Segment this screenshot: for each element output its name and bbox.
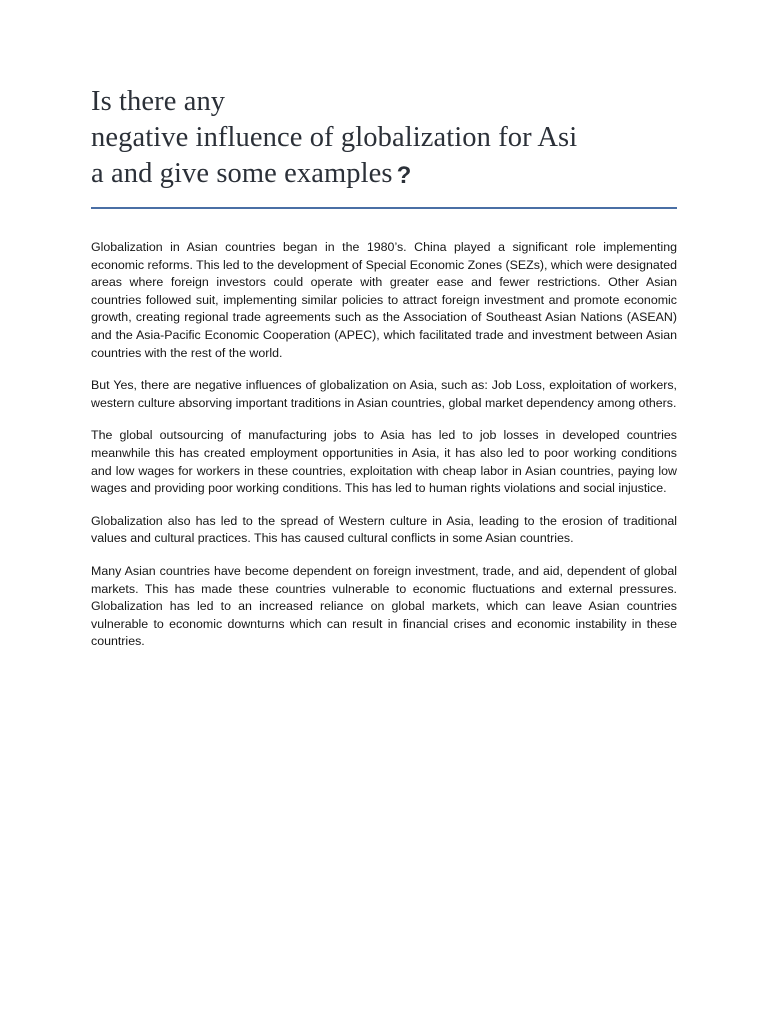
paragraph-3: The global outsourcing of manufacturing jobs to Asia has led to job losses in developed countries meanwhile this has created employment opportunities in Asia, it has also led to poor working conditions and low wages for workers in these countries, exploitation with cheap labor in Asian countries, paying low wages and providing poor working conditions. This has led to human rights violations and social injustice. xyxy=(91,428,677,496)
title-line-2: negative influence of globalization for Asi xyxy=(91,122,578,153)
body-text xyxy=(91,239,677,651)
paragraph-5: Many Asian countries have become dependent on foreign investment, trade, and aid, dependent of global markets. This has made these countries vulnerable to economic fluctuations and external pressures. Globalization has led to an increased reliance on global markets, which can leave Asian countries vulnerable to economic downturns which can result in financial crises and economic instability in these countries. xyxy=(91,563,677,649)
document-content xyxy=(91,84,677,651)
paragraph-2: But Yes, there are negative influences of globalization on Asia, such as: Job Loss, exploitation of workers, western culture absorving important traditions in Asian countries, global market dependency among others. xyxy=(91,378,677,410)
title-line-1: Is there any xyxy=(91,86,226,117)
paragraph-1: Globalization in Asian countries began in the 1980’s. China played a significant role implementing economic reforms. This led to the development of Special Economic Zones (SEZs), which were designated areas where foreign investors could operate with greater ease and fewer restrictions. Other Asian countries followed suit, implementing similar policies to attract foreign investment and promote economic growth, creating regional trade agreements such as the Association of Southeast Asian Nations (ASEAN) and the Asia-Pacific Economic Cooperation (APEC), which facilitated trade and investment between Asian countries with the rest of the world. xyxy=(91,240,677,360)
title-line-3: a and give some examples xyxy=(91,158,393,189)
title-question-mark: ? xyxy=(396,162,412,189)
paragraph-4: Globalization also has led to the spread of Western culture in Asia, leading to the erosion of traditional values and cultural practices. This has caused cultural conflicts in some Asian countries. xyxy=(91,513,677,546)
page-title xyxy=(91,84,677,194)
title-divider xyxy=(91,207,677,209)
